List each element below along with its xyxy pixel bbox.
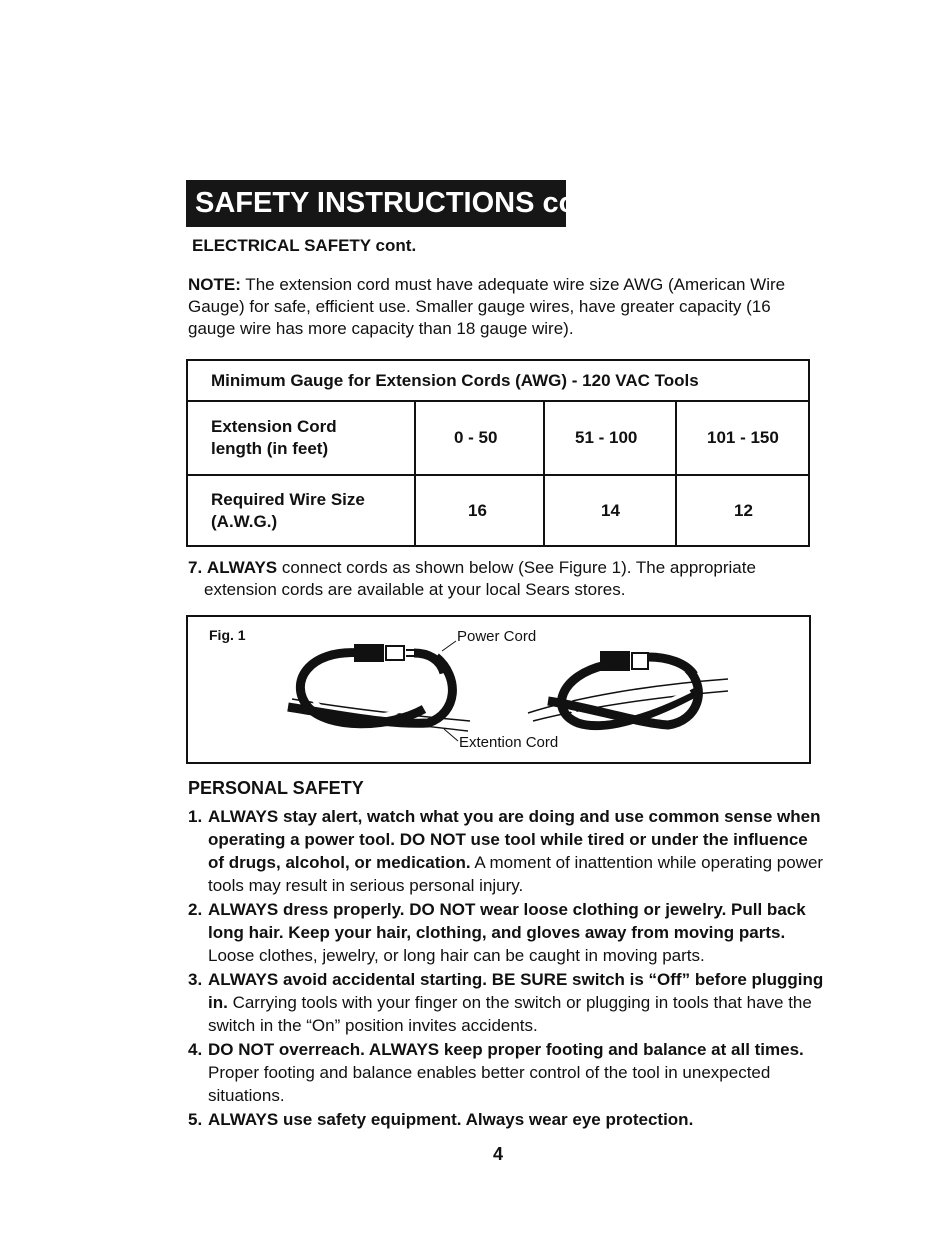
item-text: Proper footing and balance enables better control of the tool in unexpected situations.	[208, 1063, 771, 1105]
instruction-item-7	[188, 557, 818, 601]
item-emphasis: DO NOT overreach. ALWAYS keep proper footing and balance at all times.	[208, 1040, 804, 1059]
section-subheading: ELECTRICAL SAFETY cont.	[192, 236, 417, 255]
table-row	[188, 476, 808, 546]
item-text: connect cords as shown below (See Figure 1). The appropriate	[277, 558, 756, 577]
item-emphasis: ALWAYS dress properly. DO NOT wear loose clothing or jewelry. Pull back long hair. Keep your hair, clothing, and gloves away from moving parts.	[208, 900, 806, 942]
table-cell: 0 - 50	[416, 402, 545, 474]
item-text: A moment of inattention while operating power tools may result in serious personal injury.	[208, 853, 824, 895]
list-item	[188, 805, 828, 897]
item-number: 4.	[188, 1040, 203, 1059]
table-cell: 101 - 150	[707, 428, 779, 447]
item-emphasis: ALWAYS use safety equipment. Always wear eye protection.	[208, 1110, 694, 1129]
item-number: 2.	[188, 900, 203, 919]
list-item	[188, 898, 828, 967]
gauge-table-caption: Minimum Gauge for Extension Cords (AWG) - 120 VAC Tools	[188, 361, 808, 402]
item-emphasis: ALWAYS stay alert, watch what you are doing and use common sense when operating a power tool. DO NOT use tool while tired or under the influence of drugs, alcohol, or medication.	[208, 807, 821, 872]
list-item	[188, 968, 828, 1037]
table-cell: 14	[545, 476, 677, 546]
section-banner: SAFETY INSTRUCTIONS cont.	[186, 180, 566, 227]
personal-safety-list	[188, 805, 828, 1132]
table-cell: 12	[734, 501, 753, 520]
note-paragraph	[188, 274, 818, 340]
figure-1	[186, 615, 811, 764]
item-emphasis: ALWAYS avoid accidental starting. BE SURE switch is “Off” before plugging in.	[208, 970, 824, 1012]
item-number: 7.	[188, 558, 203, 577]
item-number: 3.	[188, 970, 203, 989]
item-emphasis: ALWAYS	[206, 558, 278, 577]
table-cell: 51 - 100	[545, 402, 677, 474]
item-text: Loose clothes, jewelry, or long hair can be caught in moving parts.	[208, 946, 705, 965]
item-text: Carrying tools with your finger on the switch or plugging in tools that have the switch in the “On” position invites accidents.	[208, 993, 812, 1035]
figure-label: Fig. 1	[209, 627, 246, 643]
item-text-continued: extension cords are available at your local Sears stores.	[204, 580, 626, 599]
item-number: 5.	[188, 1110, 203, 1129]
extension-cord-label: Extention Cord	[459, 734, 559, 751]
note-label: NOTE:	[188, 275, 241, 294]
row-label-length: Extension Cord length (in feet)	[188, 402, 416, 474]
plug-icon	[600, 651, 630, 671]
item-number: 1.	[188, 807, 203, 826]
power-cord-label: Power Cord	[457, 628, 537, 645]
gauge-table	[186, 359, 810, 547]
page-number: 4	[493, 1144, 504, 1164]
table-row	[188, 402, 808, 476]
personal-safety-heading: PERSONAL SAFETY	[188, 778, 364, 798]
row-label-wire-size: Required Wire Size (A.W.G.)	[188, 476, 416, 546]
table-cell: 16	[416, 476, 545, 546]
list-item	[188, 1108, 828, 1131]
list-item	[188, 1038, 828, 1107]
plug-icon	[354, 644, 384, 662]
note-text: The extension cord must have adequate wire size AWG (American Wire Gauge) for safe, efficient use. Smaller gauge wires, have greater capacity (16 gauge wire has more capacity than 18 gauge wire).	[188, 275, 786, 338]
